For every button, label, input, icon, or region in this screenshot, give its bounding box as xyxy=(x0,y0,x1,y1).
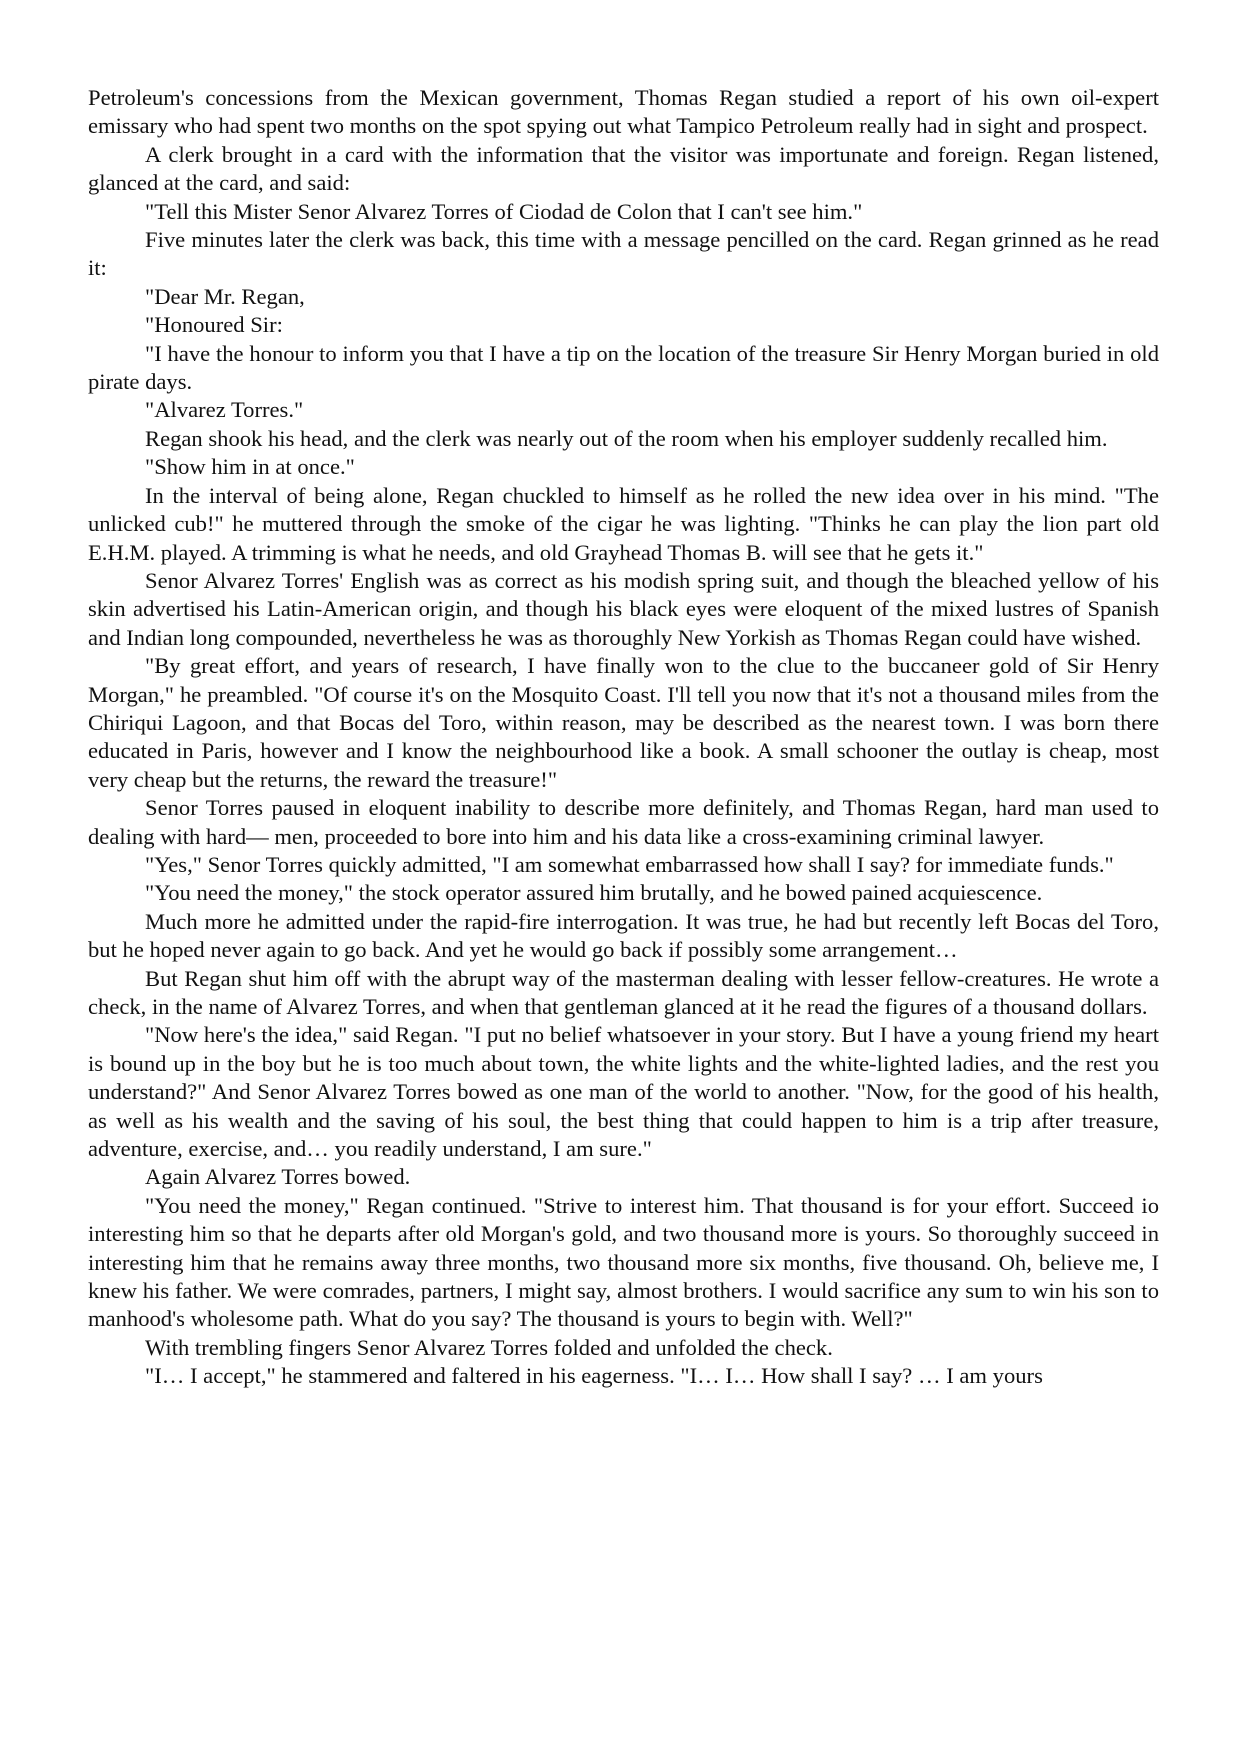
paragraph: "By great effort, and years of research, I have finally won to the clue to the buccaneer gold of Sir Henry Morgan," he preambled. "Of course it's on the Mosquito Coast. I'll tell you now that it's not a thousand miles from the Chiriqui Lagoon, and that Bocas del Toro, within reason, may be described as the nearest town. I was born there educated in Paris, however and I know the neighbourhood like a book. A small schooner the outlay is cheap, most very cheap but the returns, the reward the treasure!" xyxy=(88,653,1159,792)
paragraph: "I… I accept," he stammered and faltered in his eagerness. "I… I… How shall I say? … I am yours xyxy=(145,1363,1043,1389)
paragraph: "Honoured Sir: xyxy=(145,312,283,338)
paragraph: "Now here's the idea," said Regan. "I put no belief whatsoever in your story. But I have a young friend my heart is bound up in the boy but he is too much about town, the white lights and the white-lighted ladies, and the rest you understand?" And Senor Alvarez Torres bowed as one man of the world to another. "Now, for the good of his health, as well as his wealth and the saving of his soul, the best thing that could happen to him is a trip after treasure, adventure, exercise, and… you readily understand, I am sure." xyxy=(88,1022,1159,1162)
paragraph: Senor Alvarez Torres' English was as correct as his modish spring suit, and though the bleached yellow of his skin advertised his Latin-American origin, and though his black eyes were eloquent of the mixed lustres of Spanish and Indian long compounded, nevertheless he was as thoroughly New Yorkish as Thomas Regan could have wished. xyxy=(88,567,1159,650)
paragraph: "Alvarez Torres." xyxy=(145,397,304,423)
paragraph: Senor Torres paused in eloquent inability to describe more definitely, and Thomas Regan, hard man used to dealing with hard— men, proceeded to bore into him and his data like a cross-examining criminal lawyer. xyxy=(88,795,1159,849)
paragraph: "You need the money," Regan continued. "Strive to interest him. That thousand is for your effort. Succeed io interesting him so that he departs after old Morgan's gold, and two thousand more is yours. So thoroughly succeed in interesting him that he remains away three months, two thousand more six months, five thousand. Oh, believe me, I knew his father. We were comrades, partners, I might say, almost brothers. I would sacrifice any sum to win his son to manhood's wholesome path. What do you say? The thousand is yours to begin with. Well?" xyxy=(88,1192,1159,1332)
paragraph: "Dear Mr. Regan, xyxy=(145,283,305,309)
document-page xyxy=(88,84,1159,1391)
paragraph: But Regan shut him off with the abrupt way of the masterman dealing with lesser fellow-creatures. He wrote a check, in the name of Alvarez Torres, and when that gentleman glanced at it he read the figures of a thousand dollars. xyxy=(88,965,1159,1019)
paragraph: "Tell this Mister Senor Alvarez Torres of Ciodad de Colon that I can't see him." xyxy=(145,198,863,224)
paragraph: "I have the honour to inform you that I have a tip on the location of the treasure Sir Henry Morgan buried in old pirate days. xyxy=(88,340,1159,395)
paragraph: Again Alvarez Torres bowed. xyxy=(145,1164,411,1190)
paragraph: Petroleum's concessions from the Mexican government, Thomas Regan studied a report of his own oil-expert emissary who had spent two months on the spot spying out what Tampico Petroleum really had in sight and prospect. xyxy=(88,85,1159,139)
paragraph: Regan shook his head, and the clerk was nearly out of the room when his employer suddenly recalled him. xyxy=(145,425,1108,451)
paragraph: "Show him in at once." xyxy=(145,454,355,480)
paragraph: "Yes," Senor Torres quickly admitted, "I am somewhat embarrassed how shall I say? for immediate funds." xyxy=(145,851,1114,877)
paragraph: "You need the money," the stock operator assured him brutally, and he bowed pained acquiescence. xyxy=(145,880,1043,906)
paragraph: Five minutes later the clerk was back, this time with a message pencilled on the card. Regan grinned as he read it: xyxy=(88,227,1159,281)
paragraph: Much more he admitted under the rapid-fire interrogation. It was true, he had but recently left Bocas del Toro, but he hoped never again to go back. And yet he would go back if possibly some arrangement… xyxy=(88,908,1159,963)
paragraph: A clerk brought in a card with the information that the visitor was importunate and foreign. Regan listened, glanced at the card, and said: xyxy=(88,141,1159,196)
paragraph: With trembling fingers Senor Alvarez Torres folded and unfolded the check. xyxy=(145,1334,833,1360)
paragraph: In the interval of being alone, Regan chuckled to himself as he rolled the new idea over in his mind. "The unlicked cub!" he muttered through the smoke of the cigar he was lighting. "Thinks he can play the lion part old E.H.M. played. A trimming is what he needs, and old Grayhead Thomas B. will see that he gets it." xyxy=(88,482,1159,565)
